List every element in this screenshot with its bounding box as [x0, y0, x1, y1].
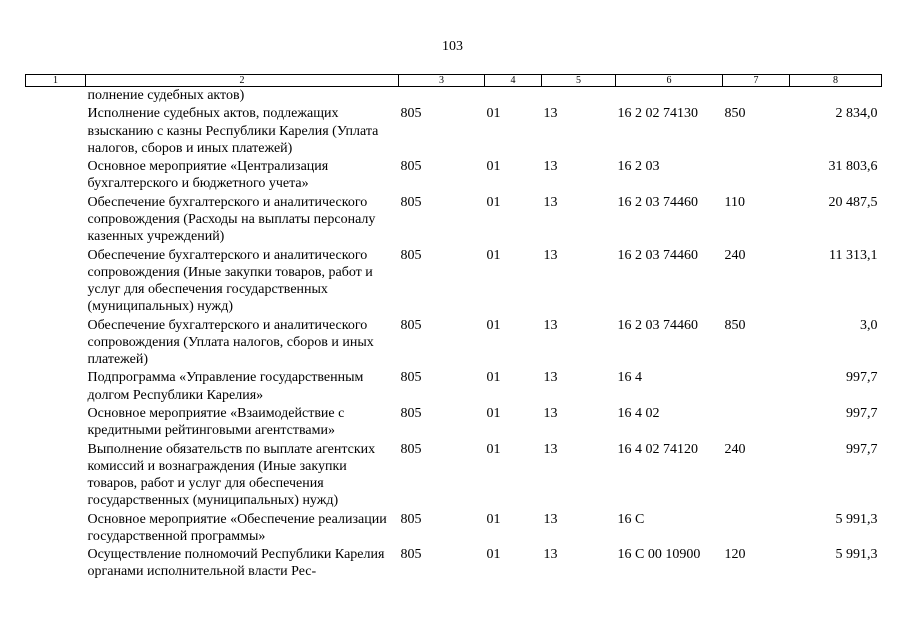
subsection-code-cell: 13 — [543, 106, 558, 122]
admin-code-cell: 805 — [400, 405, 422, 421]
amount-cell: 2 834,0 — [835, 106, 878, 122]
type-code-cell: 240 — [724, 441, 746, 457]
admin-code-cell — [399, 87, 485, 106]
type-code-cell — [723, 369, 790, 405]
expense-name-cell: Основное мероприятие «Взаимодействие с кредитными рейтинговыми агентствами» — [87, 405, 345, 439]
expense-name-cell: Обеспечение бухгалтерского и аналитического сопровождения (Расходы на выплаты персоналу казенных учреждений) — [87, 194, 376, 245]
column-number-header: 1 — [26, 75, 86, 87]
target-code-cell — [616, 87, 723, 106]
subsection-code-cell: 13 — [543, 441, 558, 457]
expense-name-cell: Основное мероприятие «Обеспечение реализации государственной программы» — [87, 511, 387, 544]
column-admin-header: 3 — [399, 75, 485, 87]
table-row — [26, 158, 882, 194]
page-number: 103 — [442, 39, 463, 54]
row-number-cell — [26, 511, 86, 547]
admin-code-cell: 805 — [400, 247, 422, 263]
expense-name-cell: Подпрограмма «Управление государственным долгом Республики Карелия» — [87, 370, 364, 403]
amount-cell: 997,7 — [846, 370, 878, 386]
target-code-cell: 16 4 02 — [617, 405, 660, 421]
type-code-cell: 850 — [724, 317, 746, 333]
table-row — [26, 511, 882, 547]
table-row — [26, 87, 882, 106]
expense-name-cell: Осуществление полномочий Республики Карелия органами исполнительной власти Рес- — [87, 547, 385, 580]
type-code-cell — [723, 511, 790, 547]
type-code-cell — [723, 405, 790, 441]
column-name-header: 2 — [86, 75, 399, 87]
admin-code-cell: 805 — [400, 159, 422, 175]
row-number-cell — [26, 369, 86, 405]
section-code-cell: 01 — [486, 547, 501, 563]
subsection-code-cell: 13 — [543, 247, 558, 263]
section-code-cell: 01 — [486, 247, 501, 263]
column-target-header: 6 — [616, 75, 723, 87]
table-row — [26, 247, 882, 317]
table-row — [26, 546, 882, 582]
type-code-cell: 110 — [724, 194, 745, 210]
amount-cell: 5 991,3 — [835, 511, 878, 527]
target-code-cell: 16 2 03 74460 — [617, 247, 698, 263]
row-number-cell — [26, 105, 86, 158]
type-code-cell: 850 — [724, 106, 746, 122]
row-number-cell — [26, 441, 86, 511]
expense-name-cell: Основное мероприятие «Централизация бухгалтерского и бюджетного учета» — [87, 159, 329, 192]
admin-code-cell: 805 — [400, 511, 422, 527]
admin-code-cell: 805 — [400, 547, 422, 563]
subsection-code-cell: 13 — [543, 317, 558, 333]
subsection-code-cell: 13 — [543, 194, 558, 210]
column-subsection-header: 5 — [542, 75, 616, 87]
table-row — [26, 405, 882, 441]
admin-code-cell: 805 — [400, 194, 422, 210]
amount-cell: 20 487,5 — [828, 194, 878, 210]
type-code-cell: 120 — [724, 547, 746, 563]
section-code-cell: 01 — [486, 106, 501, 122]
target-code-cell: 16 2 02 74130 — [617, 106, 698, 122]
row-number-cell — [26, 247, 86, 317]
target-code-cell: 16 С — [617, 511, 645, 527]
subsection-code-cell: 13 — [543, 159, 558, 175]
table-row — [26, 441, 882, 511]
section-code-cell: 01 — [486, 405, 501, 421]
amount-cell — [790, 87, 882, 106]
amount-cell: 11 313,1 — [829, 247, 878, 263]
table-row — [26, 194, 882, 247]
table-row — [26, 369, 882, 405]
table-header-row — [26, 75, 882, 87]
target-code-cell: 16 2 03 — [617, 159, 660, 175]
row-number-cell — [26, 405, 86, 441]
table-row — [26, 105, 882, 158]
subsection-code-cell: 13 — [543, 547, 558, 563]
row-number-cell — [26, 546, 86, 582]
section-code-cell: 01 — [486, 511, 501, 527]
admin-code-cell: 805 — [400, 441, 422, 457]
amount-cell: 31 803,6 — [828, 159, 878, 175]
expense-name-cell: Исполнение судебных актов, подлежащих взысканию с казны Республики Карелия (Уплата налогов, сборов и иных платежей) — [87, 106, 379, 156]
row-number-cell — [26, 87, 86, 106]
column-amount-header: 8 — [790, 75, 882, 87]
column-type-header: 7 — [723, 75, 790, 87]
admin-code-cell: 805 — [400, 106, 422, 122]
column-section-header: 4 — [485, 75, 542, 87]
amount-cell: 997,7 — [846, 441, 878, 457]
amount-cell: 3,0 — [860, 317, 878, 333]
amount-cell: 997,7 — [846, 405, 878, 421]
row-number-cell — [26, 194, 86, 247]
expense-name-cell: полнение судебных актов) — [87, 88, 245, 103]
target-code-cell: 16 4 — [617, 370, 642, 386]
budget-table — [25, 74, 882, 582]
section-code-cell: 01 — [486, 317, 501, 333]
target-code-cell: 16 2 03 74460 — [617, 317, 698, 333]
type-code-cell — [723, 158, 790, 194]
expense-name-cell: Обеспечение бухгалтерского и аналитического сопровождения (Иные закупки товаров, работ и услуг для обеспечения государственных (муниципальных) нужд) — [87, 247, 373, 315]
subsection-code-cell: 13 — [543, 511, 558, 527]
section-code-cell: 01 — [486, 194, 501, 210]
type-code-cell: 240 — [724, 247, 746, 263]
target-code-cell: 16 2 03 74460 — [617, 194, 698, 210]
amount-cell: 5 991,3 — [835, 547, 878, 563]
type-code-cell — [723, 87, 790, 106]
admin-code-cell: 805 — [400, 317, 422, 333]
section-code-cell: 01 — [486, 370, 501, 386]
row-number-cell — [26, 158, 86, 194]
subsection-code-cell: 13 — [543, 405, 558, 421]
subsection-code-cell — [542, 87, 616, 106]
expense-name-cell: Обеспечение бухгалтерского и аналитического сопровождения (Уплата налогов, сборов и иных платежей) — [87, 317, 374, 367]
expense-name-cell: Выполнение обязательств по выплате агентских комиссий и вознаграждения (Иные закупки товаров, работ и услуг для обеспечения государственных (муниципальных) нужд) — [87, 441, 376, 509]
subsection-code-cell: 13 — [543, 370, 558, 386]
target-code-cell: 16 С 00 10900 — [617, 547, 701, 563]
section-code-cell — [485, 87, 542, 106]
table-row — [26, 317, 882, 370]
admin-code-cell: 805 — [400, 370, 422, 386]
row-number-cell — [26, 317, 86, 370]
section-code-cell: 01 — [486, 441, 501, 457]
section-code-cell: 01 — [486, 159, 501, 175]
target-code-cell: 16 4 02 74120 — [617, 441, 698, 457]
